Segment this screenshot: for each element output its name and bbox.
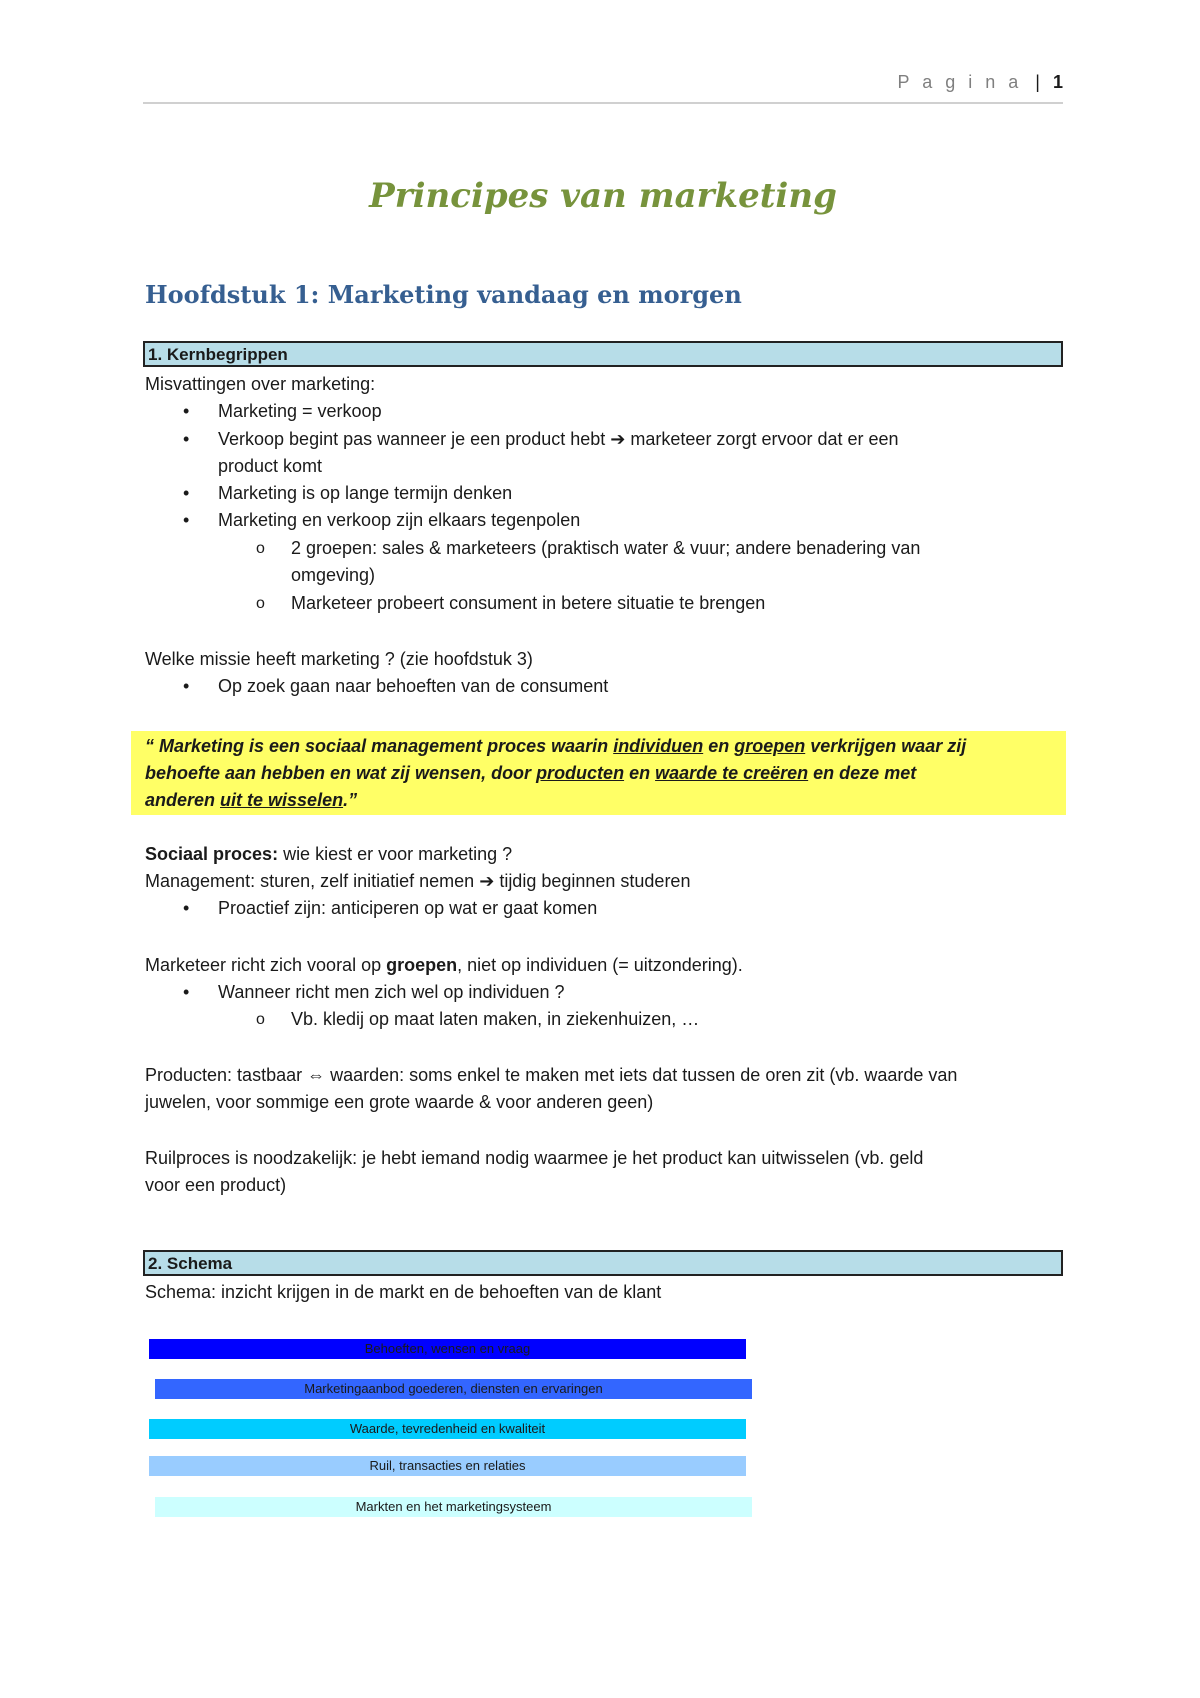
groups-text: Marketeer richt zich vooral op: [145, 955, 387, 975]
schema-bar: Ruil, transacties en relaties: [149, 1456, 746, 1476]
quote-underlined: individuen: [613, 736, 704, 756]
section-heading-kernbegrippen: 1. Kernbegrippen: [143, 341, 1063, 367]
schema-bar: Waarde, tevredenheid en kwaliteit: [149, 1419, 746, 1439]
page-label: P a g i n a: [897, 72, 1023, 92]
bullet-dot: •: [183, 483, 190, 503]
bullet-dot: •: [183, 898, 190, 918]
sub-list-item-continuation: omgeving): [291, 565, 376, 585]
bullet-dot: •: [183, 982, 190, 1002]
mission-question: Welke missie heeft marketing ? (zie hoofdstuk 3): [145, 649, 533, 669]
groups-text: , niet op individuen (= uitzondering).: [457, 955, 743, 975]
schema-bar: Markten en het marketingsysteem: [155, 1497, 752, 1517]
list-item: Marketing en verkoop zijn elkaars tegenpolen: [218, 510, 581, 530]
bullet-dot: •: [183, 401, 190, 421]
bullet-dot: •: [183, 676, 190, 696]
quote-underlined: waarde te creëren: [655, 763, 809, 783]
list-item-text: Verkoop begint pas wanneer je een product hebt: [218, 429, 606, 449]
document-title: Principes van marketing: [369, 176, 837, 216]
bullet-dot: •: [183, 429, 190, 449]
management-text: tijdig beginnen studeren: [499, 871, 691, 891]
quote-text: anderen: [145, 790, 221, 810]
quote-line: [145, 787, 1060, 814]
products-line: Producten: tastbaar ⇔ waarden: soms enkel te maken met iets dat tussen de oren zit (vb. waarde van: [145, 1065, 958, 1085]
quote-underlined: uit te wisselen: [220, 790, 344, 810]
list-item-text: marketeer zorgt ervoor dat er een: [630, 429, 899, 449]
list-item: Proactief zijn: anticiperen op wat er gaat komen: [218, 898, 598, 918]
quote-text: en deze met: [808, 763, 917, 783]
sub-list-item: 2 groepen: sales & marketeers (praktisch water & vuur; andere benadering van: [291, 538, 921, 558]
social-process-line: [145, 841, 1063, 868]
exchange-line: Ruilproces is noodzakelijk: je hebt iemand nodig waarmee je het product kan uitwisselen (vb. geld: [145, 1148, 924, 1168]
groups-line: [145, 952, 1063, 979]
quote-text: en: [624, 763, 656, 783]
groups-bold: groepen: [386, 955, 458, 975]
schema-intro: Schema: inzicht krijgen in de markt en de behoeften van de klant: [145, 1282, 662, 1302]
social-process-label: Sociaal proces:: [145, 844, 279, 864]
quote-text: verkrijgen waar zij: [805, 736, 967, 756]
quote-line: [145, 733, 1060, 760]
quote-text: “ Marketing is een sociaal management proces waarin: [145, 736, 614, 756]
list-item: Marketing = verkoop: [218, 401, 382, 421]
sub-bullet-circle: o: [256, 1011, 265, 1028]
exchange-line-continuation: voor een product): [145, 1175, 287, 1195]
list-item-continuation: product komt: [218, 456, 323, 476]
intro-misvattingen: Misvattingen over marketing:: [145, 374, 376, 394]
management-line: [145, 868, 1063, 895]
sub-list-item: Marketeer probeert consument in betere situatie te brengen: [291, 593, 766, 613]
arrow-right-icon: ➔: [479, 871, 495, 891]
marketing-definition-quote: [145, 733, 1060, 814]
quote-text: .”: [343, 790, 358, 810]
quote-text: behoefte aan hebben en wat zij wensen, door: [145, 763, 537, 783]
schema-bar: Marketingaanbod goederen, diensten en ervaringen: [155, 1379, 752, 1399]
list-item: Marketing is op lange termijn denken: [218, 483, 513, 503]
section-heading-schema: 2. Schema: [143, 1250, 1063, 1276]
list-item: Wanneer richt men zich wel op individuen ?: [218, 982, 565, 1002]
schema-bar: Behoeften, wensen en vraag: [149, 1339, 746, 1359]
quote-underlined: groepen: [734, 736, 806, 756]
products-line-continuation: juwelen, voor sommige een grote waarde & voor anderen geen): [145, 1092, 654, 1112]
quote-text: en: [703, 736, 735, 756]
arrow-right-icon: ➔: [610, 429, 626, 449]
page-header: [143, 72, 1063, 104]
management-text: Management: sturen, zelf initiatief nemen: [145, 871, 475, 891]
quote-underlined: producten: [536, 763, 625, 783]
page-separator: |: [1035, 72, 1040, 92]
sub-bullet-circle: o: [256, 595, 265, 612]
list-item: [218, 426, 1136, 453]
social-process-text: wie kiest er voor marketing ?: [278, 844, 513, 864]
page-number: 1: [1052, 72, 1063, 92]
bullet-dot: •: [183, 510, 190, 530]
quote-line: [145, 760, 1060, 787]
sub-list-item: Vb. kledij op maat laten maken, in ziekenhuizen, …: [291, 1009, 700, 1029]
sub-bullet-circle: o: [256, 540, 265, 557]
chapter-heading: Hoofdstuk 1: Marketing vandaag en morgen: [145, 280, 742, 309]
list-item: Op zoek gaan naar behoeften van de consument: [218, 676, 609, 696]
